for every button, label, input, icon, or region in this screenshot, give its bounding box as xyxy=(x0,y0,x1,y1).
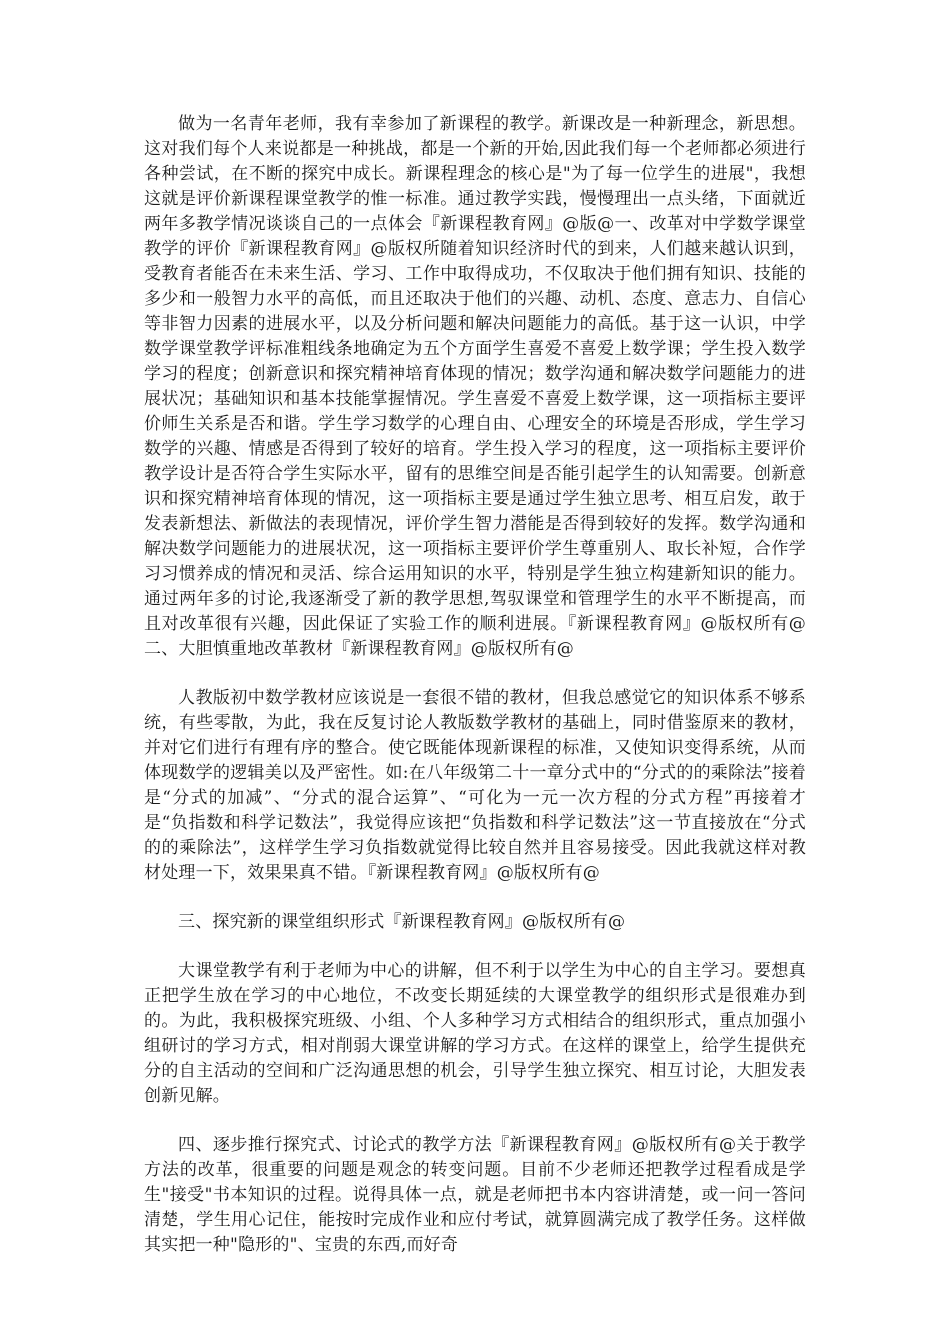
paragraph-spacer xyxy=(144,662,806,686)
paragraph-evaluation-reform: 做为一名青年老师，我有幸参加了新课程的教学。新课改是一种新理念，新思想。这对我们每个人来说都是一种挑战，都是一个新的开始,因此我们每一个老师都必须进行各种尝试，在不断的探究中成长。新课程理念的核心是"为了每一位学生的进展"，我想这就是评价新课程课堂教学的惟一标准。通过教学实践，慢慢理出一点头绪，下面就近两年多教学情况谈谈自己的一点体会『新课程教育网』@版@一、改革对中学数学课堂教学的评价『新课程教育网』@版权所随着知识经济时代的到来，人们越来越认识到，受教育者能否在未来生活、学习、工作中取得成功，不仅取决于他们拥有知识、技能的多少和一般智力水平的高低，而且还取决于他们的兴趣、动机、态度、意志力、自信心等非智力因素的进展水平，以及分析问题和解决问题能力的高低。基于这一认识，中学数学课堂教学评标准粗线条地确定为五个方面学生喜爱不喜爱上数学课；学生投入数学学习的程度；创新意识和探究精神培育体现的情况；数学沟通和解决数学问题能力的进展状况；基础知识和基本技能掌握情况。学生喜爱不喜爱上数学课，这一项指标主要评价师生关系是否和谐。学生学习数学的心理自由、心理安全的环境是否形成，学生学习数学的兴趣、情感是否得到了较好的培育。学生投入学习的程度，这一项指标主要评价教学设计是否符合学生实际水平，留有的思维空间是否能引起学生的认知需要。创新意识和探究精神培育体现的情况，这一项指标主要是通过学生独立思考、相互启发，敢于发表新想法、新做法的表现情况，评价学生智力潜能是否得到较好的发挥。数学沟通和解决数学问题能力的进展状况，这一项指标主要评价学生尊重别人、取长补短，合作学习习惯养成的情况和灵活、综合运用知识的水平，特别是学生独立构建新知识的能力。通过两年多的讨论,我逐渐受了新的教学思想,驾驭课堂和管理学生的水平不断提高，而且对改革很有兴趣，因此保证了实验工作的顺利进展。『新课程教育网』@版权所有@二、大胆慎重地改革教材『新课程教育网』@版权所有@ xyxy=(144,114,806,659)
paragraph-classroom-organization: 大课堂教学有利于老师为中心的讲解，但不利于以学生为中心的自主学习。要想真正把学生放在学习的中心地位，不改变长期延续的大课堂教学的组织形式是很难办到的。为此，我积极探究班级、小组、个人多种学习方式相结合的组织形式，重点加强小组研讨的学习方式，相对削弱大课堂讲解的学习方式。在这样的课堂上，给学生提供充分的自主活动的空间和广泛沟通思想的机会，引导学生独立探究、相互讨论，大胆发表创新见解。 xyxy=(144,961,806,1106)
document-page xyxy=(144,112,806,1258)
paragraph-teaching-methods: 四、逐步推行探究式、讨论式的教学方法『新课程教育网』@版权所有@关于教学方法的改革，很重要的问题是观念的转变问题。目前不少老师还把教学过程看成是学生"接受"书本知识的过程。说得具体一点，就是老师把书本内容讲清楚，或一问一答问清楚，学生用心记住，能按时完成作业和应付考试，就算圆满完成了教学任务。这样做其实把一种"隐形的"、宝贵的东西,而好奇 xyxy=(144,1135,806,1255)
paragraph-textbook-reform: 人教版初中数学教材应该说是一套很不错的教材，但我总感觉它的知识体系不够系统，有些零散，为此，我在反复讨论人教版数学教材的基础上，同时借鉴原来的教材，并对它们进行有理有序的整合。使它既能体现新课程的标准，又使知识变得系统，从而体现数学的逻辑美以及严密性。如:在八年级第二十一章分式中的“分式的的乘除法”接着是“分式的加减”、“分式的混合运算”、“可化为一元一次方程的分式方程”再接着才是“负指数和科学记数法”，我觉得应该把“负指数和科学记数法”这一节直接放在“分式的的乘除法”，这样学生学习负指数就觉得比较自然并且容易接受。因此我就这样对教材处理一下，效果果真不错。『新课程教育网』@版权所有@ xyxy=(144,688,806,883)
paragraph-spacer xyxy=(144,935,806,959)
paragraph-spacer xyxy=(144,886,806,910)
paragraph-spacer xyxy=(144,1109,806,1133)
section-heading-classroom-organization: 三、探究新的课堂组织形式『新课程教育网』@版权所有@ xyxy=(178,912,626,932)
